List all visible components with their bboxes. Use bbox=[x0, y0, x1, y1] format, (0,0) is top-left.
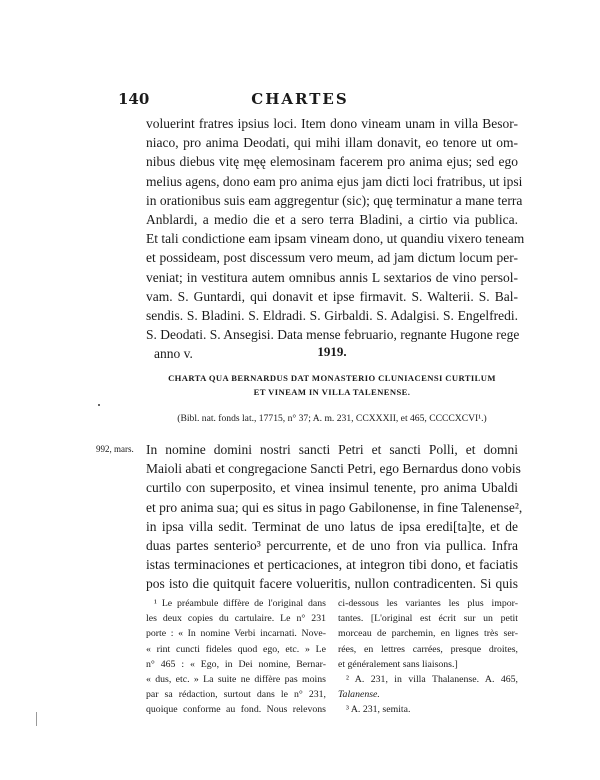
text-line: sendis. S. Bladini. S. Eldradi. S. Girbaldi. S. Adalgisi. S. Engelfredi. bbox=[146, 308, 518, 324]
margin-date: 992, mars. bbox=[96, 444, 134, 454]
footnote-line: ci-dessous les variantes les plus impor- bbox=[338, 598, 518, 609]
footnote-line: ¹ Le préambule diffère de l'original dans bbox=[154, 598, 326, 609]
running-title: CHARTES bbox=[251, 90, 349, 108]
text-line: Et tali condictione eam ipsam vineam dono, ut quandiu vixero teneam bbox=[146, 231, 525, 247]
text-line: in orationibus suis eam aggregentur (sic); quę terminatur a mane terra bbox=[146, 192, 523, 208]
text-line: anno v. bbox=[154, 346, 193, 362]
text-line: melius agens, dono eam pro anima ejus jam dicti loci fratribus, ut ipsi bbox=[146, 173, 523, 189]
charter-title bbox=[146, 371, 518, 399]
footnote-line: morceau de parchemin, en lignes très ser- bbox=[338, 628, 518, 640]
scan-edge-mark bbox=[36, 712, 37, 726]
text-line: vam. S. Guntardi, qui donavit et ipse firmavit. S. Walterii. S. Bal- bbox=[146, 288, 518, 304]
body-text-charter bbox=[146, 440, 523, 594]
charter-title-line: ET VINEAM IN VILLA TALENENSE. bbox=[253, 387, 411, 397]
charter-title-line: CHARTA QUA BERNARDUS DAT MONASTERIO CLUNIACENSI CURTILUM bbox=[168, 373, 496, 383]
text-line: Anblardi, a medio die et a sero terra Bladini, a cirtio via publica. bbox=[146, 212, 518, 228]
footnote-line: ³ A. 231, semita. bbox=[346, 704, 411, 716]
text-line: pos isto die quitquit facere volueritis, nullon contradicenten. Si quis bbox=[146, 576, 518, 592]
footnotes-left-column bbox=[146, 596, 326, 718]
body-text-top bbox=[146, 114, 525, 364]
footnote-line: « dus, etc. » La suite ne diffère pas moins bbox=[146, 674, 326, 686]
footnote-line: porte : « In nomine Verbi incarnati. Nove- bbox=[146, 628, 326, 640]
footnote-line: et généralement sans liaisons.] bbox=[338, 658, 458, 670]
page-number: 140 bbox=[118, 90, 150, 108]
text-line: In nomine domini nostri sancti Petri et sancti Polli, et domni bbox=[146, 442, 518, 457]
footnote-line: ² A. 231, in villa Thalanense. A. 465, bbox=[346, 674, 518, 686]
text-line: S. Deodati. S. Ansegisi. Data mense februario, regnante Hugone rege bbox=[146, 327, 520, 343]
text-line: veniat; in vestitura autem omnibus annis L sextarios de vino persol- bbox=[146, 269, 518, 285]
text-line: Maioli abati et congregacione Sancti Petri, ego Bernardus dono vobis bbox=[146, 461, 521, 477]
charter-source: (Bibl. nat. fonds lat., 17715, n° 37; A. m. 231, CCXXXII, et 465, CCCCXCVI¹.) bbox=[177, 413, 487, 424]
text-line: voluerint fratres ipsius loci. Item dono vineam unam in villa Besor- bbox=[146, 116, 518, 131]
footnote-line: quoique conforme au fond. Nous relevons bbox=[146, 704, 326, 716]
text-line: istas terminaciones et perticaciones, at integron tibi dono, et faciatis bbox=[146, 557, 518, 573]
text-line: et pro anima sua; qui es situs in pago Gabilonense, in fine Talenense², bbox=[146, 499, 523, 515]
text-line: niaco, pro anima Deodati, qui mihi illam donavit, eo tenore ut om- bbox=[146, 135, 518, 151]
text-line: et possideam, post discessum vero meum, ad jam dictum locum per- bbox=[146, 250, 518, 266]
text-line: duas partes senterio³ percurrente, et de uno fron via pullica. Infra bbox=[146, 538, 518, 554]
footnote-line: tantes. [L'original est écrit sur un petit bbox=[338, 613, 518, 625]
footnote-line: par sa rédaction, surtout dans le n° 231, bbox=[146, 689, 326, 701]
footnote-line: n° 465 : « Ego, in Dei nomine, Bernar- bbox=[146, 658, 326, 670]
text-line: curtilo con superposito, et vinea insimul tenente, pro anima Ubaldi bbox=[146, 480, 518, 496]
footnote-line: les deux copies du cartulaire. Le n° 231 bbox=[146, 613, 326, 625]
footnote-line: rées, en lettres carrées, presque droites, bbox=[338, 643, 518, 655]
footnote-line: Talanense. bbox=[338, 689, 380, 701]
charter-number: 1919. bbox=[317, 344, 347, 359]
margin-mark bbox=[98, 404, 100, 406]
footnotes-right-column bbox=[338, 596, 518, 718]
text-line: nibus diebus vitę męę elemosinam facerem pro anima ejus; sed ego bbox=[146, 154, 518, 170]
footnote-line: « rint cuncti fideles quod ego, etc. » Le bbox=[146, 643, 326, 655]
text-line: in ipsa villa sedit. Terminat de uno latus de ipsa eredi[ta]te, et de bbox=[146, 518, 518, 534]
